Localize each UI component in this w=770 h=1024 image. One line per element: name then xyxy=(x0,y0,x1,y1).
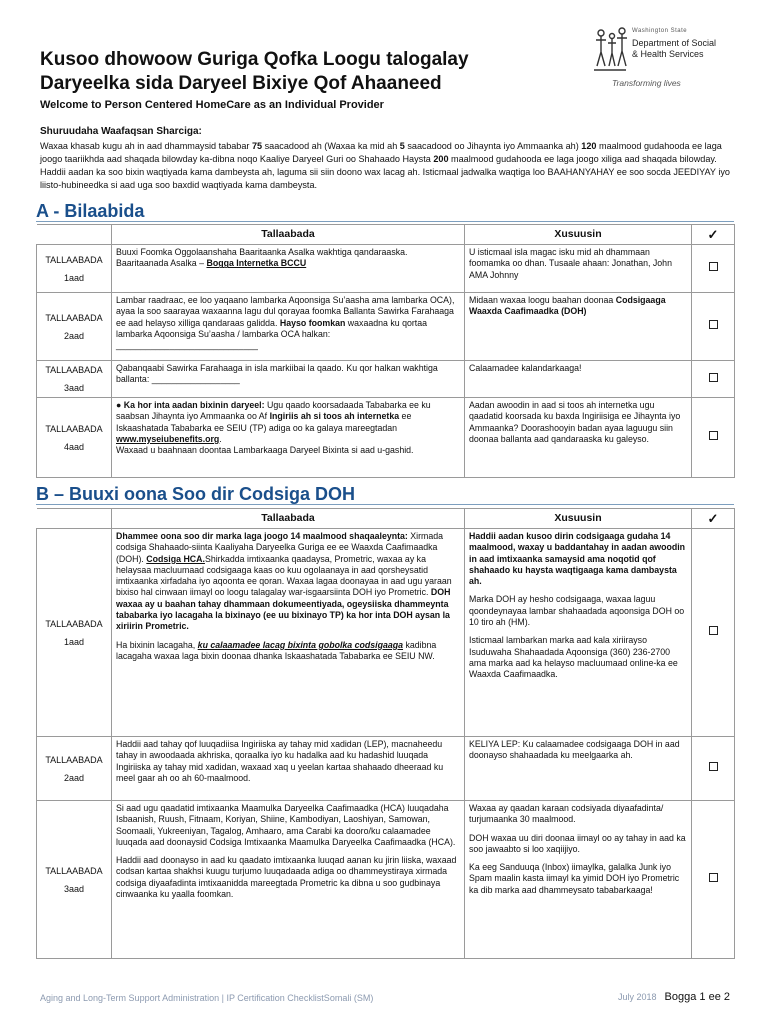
table-header-row xyxy=(37,509,735,529)
step-note: KELIYA LEP: Ku calaamadee codsigaaga DOH in aad doonayso shahaadada ku meelgaarka ah. xyxy=(465,737,692,801)
page-number: Bogga 1 ee 2 xyxy=(664,991,730,1003)
table-row xyxy=(37,293,735,361)
step-note: U isticmaal isla magac isku mid ah dhammaan foomamka oo dhan. Tusaale ahaan: Jonathan, John AMA Johnny xyxy=(465,245,692,293)
step-description: Lambar raadraac, ee loo yaqaano lambarka Aqoonsiga Su’aasha ama lambarka OCA), ayaa la soo saarayaa waxaanna lagu dul qorayaa foomka Ballanta Sawirka Farahaaga ee aad helayso xilliga qandaraas galidda. Hayso foomkan waxaadna ku qortaa lambarka Aqoonsiga Su’aasha / lambarka OCA halkan: _____________________________ xyxy=(112,293,465,361)
step-label: TALLAABADA 4aad xyxy=(37,398,112,478)
welcome-subtitle: Welcome to Person Centered HomeCare as an Individual Provider xyxy=(40,99,384,111)
step-checkbox[interactable] xyxy=(709,373,718,382)
step-label: TALLAABADA 3aad xyxy=(37,801,112,959)
bullet-icon: ● xyxy=(116,400,122,410)
table-row xyxy=(37,361,735,398)
column-header-steps: Tallaabada xyxy=(112,225,465,245)
step-label: TALLAABADA 2aad xyxy=(37,293,112,361)
step-label: TALLAABADA 2aad xyxy=(37,737,112,801)
step-note: Aadan awoodin in aad si toos ah internetka ugu qaadatid koorsada ku baxda Ingiriisiga ee Jihaynta iyo Ammaanka? Doorashooyin badan ayaa laguugu siin doonaa ballanta aad qandaraaska ku galeyso. xyxy=(465,398,692,478)
step-note: Waxaa ay qaadan karaan codsiyada diyaafadinta/ turjumaanka 30 maalmood. DOH waxaa uu diri doonaa iimayl oo ay tahay in aad ka soo jawaabto si loo xaqiijiyo. Ka eeg Sanduuqa (Inbox) iimaylka, galalka Junk iyo Spam maalin kasta iimayl ka yimid DOH iyo Prometric ka dib marka aad dhammeysato tababarkaaga! xyxy=(465,801,692,959)
logo-state: Washington State xyxy=(632,28,688,34)
step-description: Dhammee oona soo dir marka laga joogo 14 maalmood shaqaaleynta: Xirmada codsiga Shahaado-siinta Kaaliyaha Daryeelka Guriga ee ee Waaxda Caafimaadka (DOH). Codsiga HCA.Shirkadda imtixaanka qaadaysa, Prometric, waxaa ay ka helaysaa macluumaad codsigaaga kaas oo kuu ogolaanaya in aad qorsheysatid imtixaanka xirfadaha iyo aqoonta ee qoran. Waxaa lagaa doonayaa in aad ugu yaraan bixiso hal cinwaan iimayl oo loogu talagalay war-isgaarsiinta DOH iyo Prometric. DOH waxaa ay u baahan tahay dhammaan dokumeentiyada, ogeysiiska dhammeynta tababarka iyo lacagaha la bixinayo (ee uu bixinayo TP) ka hor inta DOH aysan la xiriirin Prometric. Ha bixinin lacagaha, ku calaamadee lacag bixinta gobolka codsigaaga kadibna lacagaha waxaa laga bixin doonaa dhanka Iskaashatada Tababarka ee SEIU NW. xyxy=(112,529,465,737)
requirements-body: Waxaa khasab kugu ah in aad dhammaysid tababar 75 saacadood ah (Waxaa ka mid ah 5 saacadood oo Jihaynta iyo Ammaanka ah) 120 maalmood gudahooda ee laga joogo taariikhda aad shaqada bilowday ka-dibna noqo Kaaliye Daryeel Guri oo Shahaado Haysta 200 maalmood gudahooda ee laga joogo xiliga aad shaqada bilowday. Haddii aadan ka soo bixin waqtiyada kama dambeysta ah, laguma sii siin doono wax lacag ah. Isticmaal jadwalka waqtiga loo BAAHANYAHAY ee soo socda JEEDIYAY iyo liisto-hubineedka si aad uga soo baxdid waqtiyada kama dambeysta. xyxy=(40,141,730,190)
column-header-notes: Xusuusin xyxy=(465,509,692,529)
step-checkbox[interactable] xyxy=(709,320,718,329)
column-header-notes: Xusuusin xyxy=(465,225,692,245)
step-checkbox[interactable] xyxy=(709,762,718,771)
logo-department: Department of Social & Health Services xyxy=(632,38,717,59)
section-b-table xyxy=(36,508,735,959)
step-description: Si aad ugu qaadatid imtixaanka Maamulka Daryeelka Caafimaadka (HCA) luuqadaha Isbaanish, Ruush, Fitnaam, Koriyan, Shiine, Kambodiyan, Laoshiyan, Samowan, Soomaali, Yukreeniyan, Tagalog, Amhaaro, ama Carabi ka dooro/ku calaamadee luuqada aad doonaysid Codsiga Imtixaanka Maamulka Daryeelka Caafimaadka (HCA). Haddii aad doonayso in aad ku qaadato imtixaanka luuqad aanan ku jirin liiska, waxaad codsan kartaa shakhsi kuugu turjumo luuqadaada adiga oo dhammeystiraya xirmada codsiga diyaafadinta imtixaanidda mareegtada Prometric ka dibna u soo gudbinaya cinwaanka ku yaalla foomkan. xyxy=(112,801,465,959)
column-header-steps: Tallaabada xyxy=(112,509,465,529)
table-row xyxy=(37,737,735,801)
step-description: Haddii aad tahay qof luuqadiisa Ingiriiska ay tahay mid xadidan (LEP), macnaheedu tahay in awoodaada akhriska, qoraalka iyo ku hadalka aad ku hadashid luuqada Ingiriiska ay tahay mid xadidan, waxaad xaq u yeelan kartaa shahaado dheeraad ku meel gaar ah oo ah 60-maalmood. xyxy=(112,737,465,801)
table-row xyxy=(37,398,735,478)
column-header-check: ✓ xyxy=(692,509,735,529)
title-line-1: Kusoo dhowoow Guriga Qofka Loogu talogalay xyxy=(40,49,469,70)
footer-date: July 2018 xyxy=(618,992,657,1002)
table-header-row xyxy=(37,225,735,245)
appointment-time-blank[interactable]: __________________ xyxy=(151,374,240,385)
step-note: Haddii aadan kusoo dirin codsigaaga gudaha 14 maalmood, waxay u baddantahay in aadan awoodin in aad imtixaanka samaysid ama noqotid qof shahaado ku haysta waqtigaaga kama dambaysta ah. Marka DOH ay hesho codsigaaga, waxaa laguu qoondeynayaa lambar shahaadada aqoonsiga DOH oo 10 tiro ah (HM). Isticmaal lambarkan marka aad kala xiriirayso Isuduwaha Shahaadada Aqoonsiga (360) 236-2700 ama marka aad ka helayso macluumaad online-ka ee Waaxda Caafimaadka. xyxy=(465,529,692,737)
requirements-title: Shuruudaha Waafaqsan Sharciga: xyxy=(40,126,202,137)
logo-tagline: Transforming lives xyxy=(612,78,681,88)
section-a-heading: A - Bilaabida xyxy=(36,200,734,222)
step-note: Calaamadee kalandarkaaga! xyxy=(465,361,692,398)
family-figures-icon xyxy=(592,26,628,74)
title-line-2: Daryeelka sida Daryeel Bixiye Qof Ahaaneed xyxy=(40,73,442,94)
step-description: ● Ka hor inta aadan bixinin daryeel: Ugu qaado koorsadaada Tababarka ee ku saabsan Jihaynta iyo Ammaanka oo Af Ingiriis ah si toos ah internetka ee Iskaashatada Tababarka ee SEIU (TP) adiga oo ka galaya mareegtadan www.myseiubenefits.org. Waxaad u baahnaan doontaa Lambarkaaga Daryeel Bixinta si aad u-gashid. xyxy=(112,398,465,478)
step-label: TALLAABADA 3aad xyxy=(37,361,112,398)
oca-number-blank[interactable]: _____________________________ xyxy=(116,340,258,351)
table-row xyxy=(37,801,735,959)
step-label: TALLAABADA 1aad xyxy=(37,245,112,293)
myseiubenefits-link[interactable]: www.myseiubenefits.org xyxy=(116,433,220,444)
step-checkbox[interactable] xyxy=(709,626,718,635)
step-checkbox[interactable] xyxy=(709,873,718,882)
hca-application-link[interactable]: Codsiga HCA. xyxy=(146,553,205,564)
footer-admin-text: Aging and Long-Term Support Administration | IP Certification ChecklistSomali (SM) xyxy=(40,993,374,1003)
bccu-website-link[interactable]: Bogga Internetka BCCU xyxy=(206,258,307,269)
section-b-heading: B – Buuxi oona Soo dir Codsiga DOH xyxy=(36,483,734,505)
step-checkbox[interactable] xyxy=(709,431,718,440)
table-row xyxy=(37,245,735,293)
step-label: TALLAABADA 1aad xyxy=(37,529,112,737)
dshs-logo xyxy=(592,26,732,96)
step-checkbox[interactable] xyxy=(709,262,718,271)
step-description: Buuxi Foomka Oggolaanshaha Baaritaanka Asalka wakhtiga qandaraaska. Baaritaanada Asalka – Bogga Internetka BCCU xyxy=(112,245,465,293)
step-note: Midaan waxaa loogu baahan doonaa Codsigaaga Waaxda Caafimaadka (DOH) xyxy=(465,293,692,361)
section-a-table xyxy=(36,224,735,478)
column-header-check: ✓ xyxy=(692,225,735,245)
step-description: Qabanqaabi Sawirka Farahaaga in isla markiibai la qaado. Ku qor halkan wakhtiga ballanta: __________________ xyxy=(112,361,465,398)
table-row xyxy=(37,529,735,737)
page-title xyxy=(40,48,560,96)
